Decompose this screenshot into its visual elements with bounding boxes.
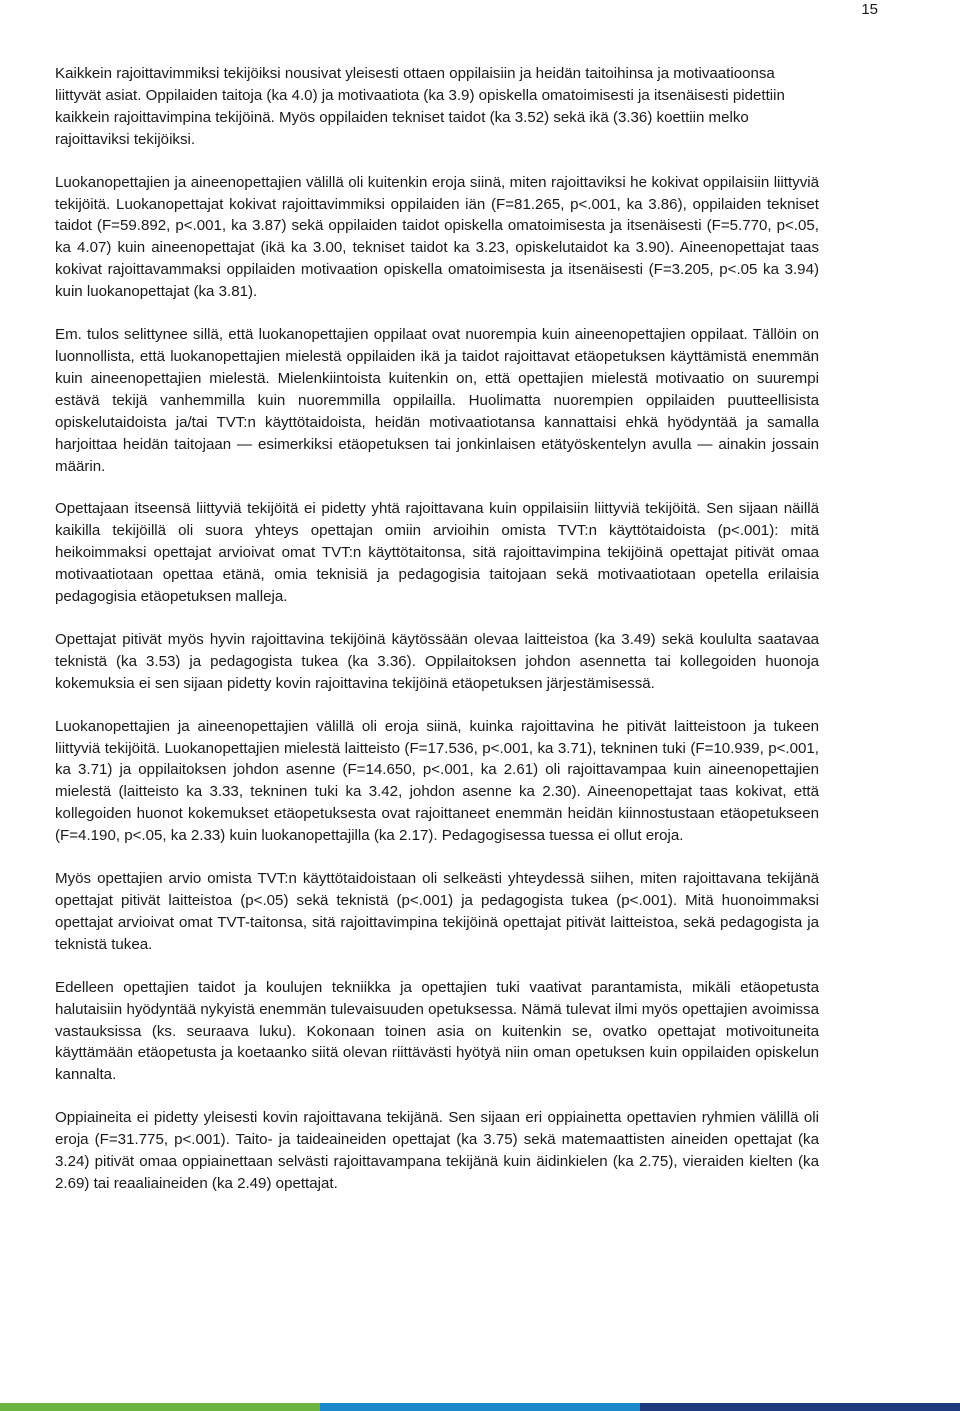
footer-bar-navy-segment — [640, 1403, 960, 1411]
footer-bar-blue-segment — [320, 1403, 640, 1411]
paragraph-2: Luokanopettajien ja aineenopettajien välillä oli kuitenkin eroja siinä, miten rajoittaviksi he kokivat oppilaisiin liittyviä tekijöitä. Luokanopettajat kokivat rajoittavimmiksi oppilaiden iän (F=81.265, p<.001, ka 3.86), oppilaiden tekniset taidot (F=59.892, p<.001, ka 3.87) sekä oppilaiden taidot opiskella omatoimisesta ja itsenäisesti (F=5.770, p<.05, ka 4.07) kuin aineenopettajat (ikä ka 3.00, tekniset taidot ka 3.23, opiskelutaidot ka 3.90). Aineenopettajat taas kokivat rajoittavammaksi oppilaiden motivaation opiskella omatoimisesta ja itsenäisesti (F=3.205, p<.05 ka 3.94) kuin luokanopettajat (ka 3.81). — [55, 173, 819, 301]
paragraph-1: Kaikkein rajoittavimmiksi tekijöiksi nousivat yleisesti ottaen oppilaisiin ja heidän taitoihinsa ja motivaatioonsa liittyvät asiat. Oppilaiden taitoja (ka 4.0) ja motivaatiota (ka 3.9) opiskella omatoimisesti ja itsenäisesti pidettiin kaikkein rajoittavimpina tekijöinä. Myös oppilaiden tekniset taidot (ka 3.52) sekä ikä (3.36) koettiin melko rajoittaviksi tekijöiksi. — [55, 65, 785, 148]
page-number: 15 — [861, 1, 878, 18]
paragraph-5: Opettajat pitivät myös hyvin rajoittavina tekijöinä käytössään olevaa laitteistoa (ka 3.49) sekä koululta saatavaa teknistä (ka 3.53) ja pedagogista tukea (ka 3.36). Oppilaitoksen johdon asennetta tai kollegoiden huonoja kokemuksia ei sen sijaan pidetty kovin rajoittavina tekijöinä etäopetuksen järjestämisessä. — [55, 630, 819, 692]
footer-bar-green-segment — [0, 1403, 320, 1411]
paragraph-4: Opettajaan itseensä liittyviä tekijöitä ei pidetty yhtä rajoittavana kuin oppilaisiin liittyviä tekijöitä. Sen sijaan näillä kaikilla tekijöillä oli suora yhteys opettajan omiin arvioihin omista TVT:n käyttötaidoista (p<.001): mitä heikoimmaksi opettajat arvioivat omat TVT:n käyttötaitonsa, sitä rajoittavimpina tekijöinä opettajat pitivät omaa motivaatiotaan opettaa etänä, omia teknisiä ja pedagogisia taitojaan sekä motivaatiotaan opetella erilaisia pedagogisia etäopetuksen malleja. — [55, 500, 819, 606]
paragraph-8: Edelleen opettajien taidot ja koulujen tekniikka ja opettajien tuki vaativat parantamista, mikäli etäopetusta halutaisiin hyödyntää nykyistä enemmän tulevaisuuden opetuksessa. Nämä tulevat ilmi myös opettajien avoimissa vastauksissa (ks. seuraava luku). Kokonaan toinen asia on kuitenkin se, ovatko opettajat motivoituneita käyttämään etäopetusta ja koetaanko siitä olevan riittävästi hyötyä niin oman opetuksen kuin oppilaiden opiskelun kannalta. — [55, 978, 819, 1084]
paragraph-6: Luokanopettajien ja aineenopettajien välillä oli eroja siinä, kuinka rajoittavina he pitivät laitteistoon ja tukeen liittyviä tekijöitä. Luokanopettajien mielestä laitteisto (F=17.536, p<.001, ka 3.71), tekninen tuki (F=10.939, p<.001, ka 3.71) ja oppilaitoksen johdon asenne (F=14.650, p<.001, ka 2.61) oli rajoittavampaa kuin aineenopettajien mielestä (laitteisto ka 3.33, tekninen tuki ka 3.42, johdon asenne ka 2.30). Aineenopettajat taas kokivat, että kollegoiden huonot kokemukset etäopetuksesta ovat rajoittaneet enemmän heidän kiinnostustaan etäopetukseen (F=4.190, p<.05, ka 2.33) kuin luokanopettajilla (ka 2.17). Pedagogisessa tuessa ei ollut eroja. — [55, 717, 819, 845]
footer-color-bar — [0, 1403, 960, 1411]
paragraph-3: Em. tulos selittynee sillä, että luokanopettajien oppilaat ovat nuorempia kuin aineenopettajien oppilaat. Tällöin on luonnollista, että luokanopettajien mielestä oppilaiden ikä ja taidot rajoittavat etäopetuksen käyttämistä enemmän kuin aineenopettajien mielestä. Mielenkiintoista kuitenkin on, että opettajien mielestä motivaatio on suurempi estävä tekijä vanhemmilla kuin nuoremmilla oppilailla. Huolimatta nuorempien oppilaiden puutteellisista opiskelutaidoista ja/tai TVT:n käyttötaidoista, heidän motivaatiotansa kannattaisi ehkä hyödyntää ja samalla harjoittaa heidän taitojaan — esimerkiksi etäopetuksen tai jonkinlaisen etätyöskentelyn avulla — ainakin jossain määrin. — [55, 326, 819, 475]
document-body — [55, 63, 819, 1216]
paragraph-7: Myös opettajien arvio omista TVT:n käyttötaidoistaan oli selkeästi yhteydessä siihen, miten rajoittavana tekijänä opettajat pitivät laitteistoa (p<.05) sekä teknistä (p<.001) ja pedagogista tukea (p<.001). Mitä huonoimmaksi opettajat arvioivat omat TVT-taitonsa, sitä rajoittavimpina tekijöinä opettajat pitivät laitteistoa, sekä pedagogista ja teknistä tukea. — [55, 870, 819, 953]
paragraph-9: Oppiaineita ei pidetty yleisesti kovin rajoittavana tekijänä. Sen sijaan eri oppiainetta opettavien ryhmien välillä oli eroja (F=31.775, p<.001). Taito- ja taideaineiden opettajat (ka 3.75) sekä matemaattisten aineiden opettajat (ka 3.24) pitivät omaa oppiainettaan selvästi rajoittavampana tekijänä kuin äidinkielen (ka 2.75), vieraiden kielten (ka 2.69) tai reaaliaineiden (ka 2.49) opettajat. — [55, 1109, 819, 1192]
